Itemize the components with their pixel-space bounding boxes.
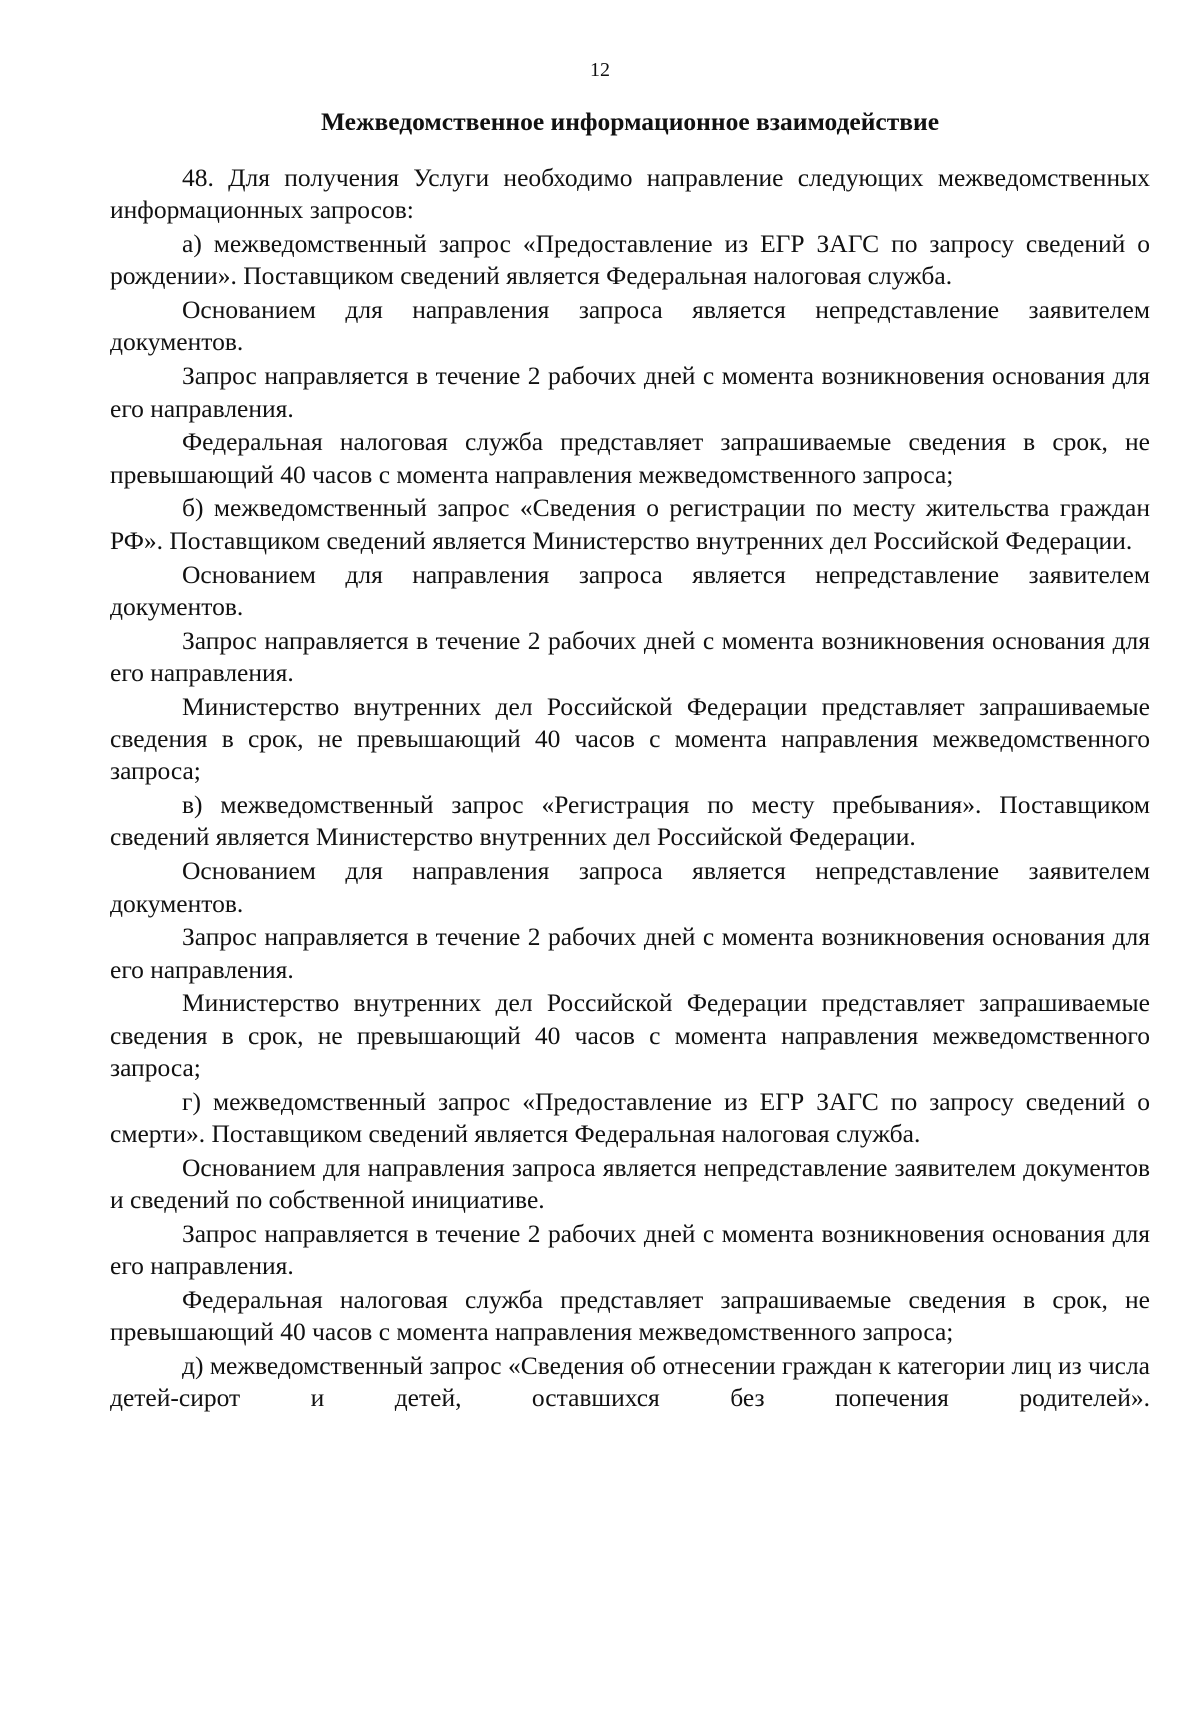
document-body bbox=[110, 162, 1150, 1416]
paragraph: Основанием для направления запроса является непредставление заявителем документов. bbox=[110, 559, 1150, 621]
paragraph: Запрос направляется в течение 2 рабочих дней с момента возникновения основания для его направления. bbox=[110, 361, 1150, 423]
paragraph: б) межведомственный запрос «Сведения о регистрации по месту жительства граждан РФ». Поставщиком сведений является Министерство внутренних дел Российской Федерации. bbox=[110, 493, 1150, 555]
paragraph: Основанием для направления запроса является непредставление заявителем документов. bbox=[110, 856, 1150, 918]
paragraph: Федеральная налоговая служба представляет запрашиваемые сведения в срок, не превышающий 40 часов с момента направления межведомственного запроса; bbox=[110, 1285, 1150, 1347]
paragraph: 48. Для получения Услуги необходимо направление следующих межведомственных информационных запросов: bbox=[110, 163, 1150, 225]
paragraph: Запрос направляется в течение 2 рабочих дней с момента возникновения основания для его направления. bbox=[110, 922, 1150, 984]
paragraph: Федеральная налоговая служба представляет запрашиваемые сведения в срок, не превышающий 40 часов с момента направления межведомственного запроса; bbox=[110, 427, 1150, 489]
paragraph: Министерство внутренних дел Российской Федерации представляет запрашиваемые сведения в срок, не превышающий 40 часов с момента направления межведомственного запроса; bbox=[110, 988, 1150, 1083]
paragraph: в) межведомственный запрос «Регистрация по месту пребывания». Поставщиком сведений является Министерство внутренних дел Российской Федерации. bbox=[110, 790, 1150, 852]
paragraph: Запрос направляется в течение 2 рабочих дней с момента возникновения основания для его направления. bbox=[110, 1219, 1150, 1281]
section-heading: Межведомственное информационное взаимодействие bbox=[320, 107, 940, 136]
paragraph: Основанием для направления запроса является непредставление заявителем документов. bbox=[110, 295, 1150, 357]
paragraph: а) межведомственный запрос «Предоставление из ЕГР ЗАГС по запросу сведений о рождении». Поставщиком сведений является Федеральная налоговая служба. bbox=[110, 229, 1150, 291]
paragraph: д) межведомственный запрос «Сведения об отнесении граждан к категории лиц из числа детей-сирот и детей, оставшихся без попечения родителей». bbox=[110, 1351, 1150, 1413]
paragraph: Запрос направляется в течение 2 рабочих дней с момента возникновения основания для его направления. bbox=[110, 625, 1150, 687]
paragraph: г) межведомственный запрос «Предоставление из ЕГР ЗАГС по запросу сведений о смерти». Поставщиком сведений является Федеральная налоговая служба. bbox=[110, 1086, 1150, 1149]
paragraph: Основанием для направления запроса является непредставление заявителем документов и сведений по собственной инициативе. bbox=[110, 1152, 1150, 1215]
paragraph: Министерство внутренних дел Российской Федерации представляет запрашиваемые сведения в срок, не превышающий 40 часов с момента направления межведомственного запроса; bbox=[110, 691, 1150, 786]
page-number: 12 bbox=[590, 59, 610, 81]
